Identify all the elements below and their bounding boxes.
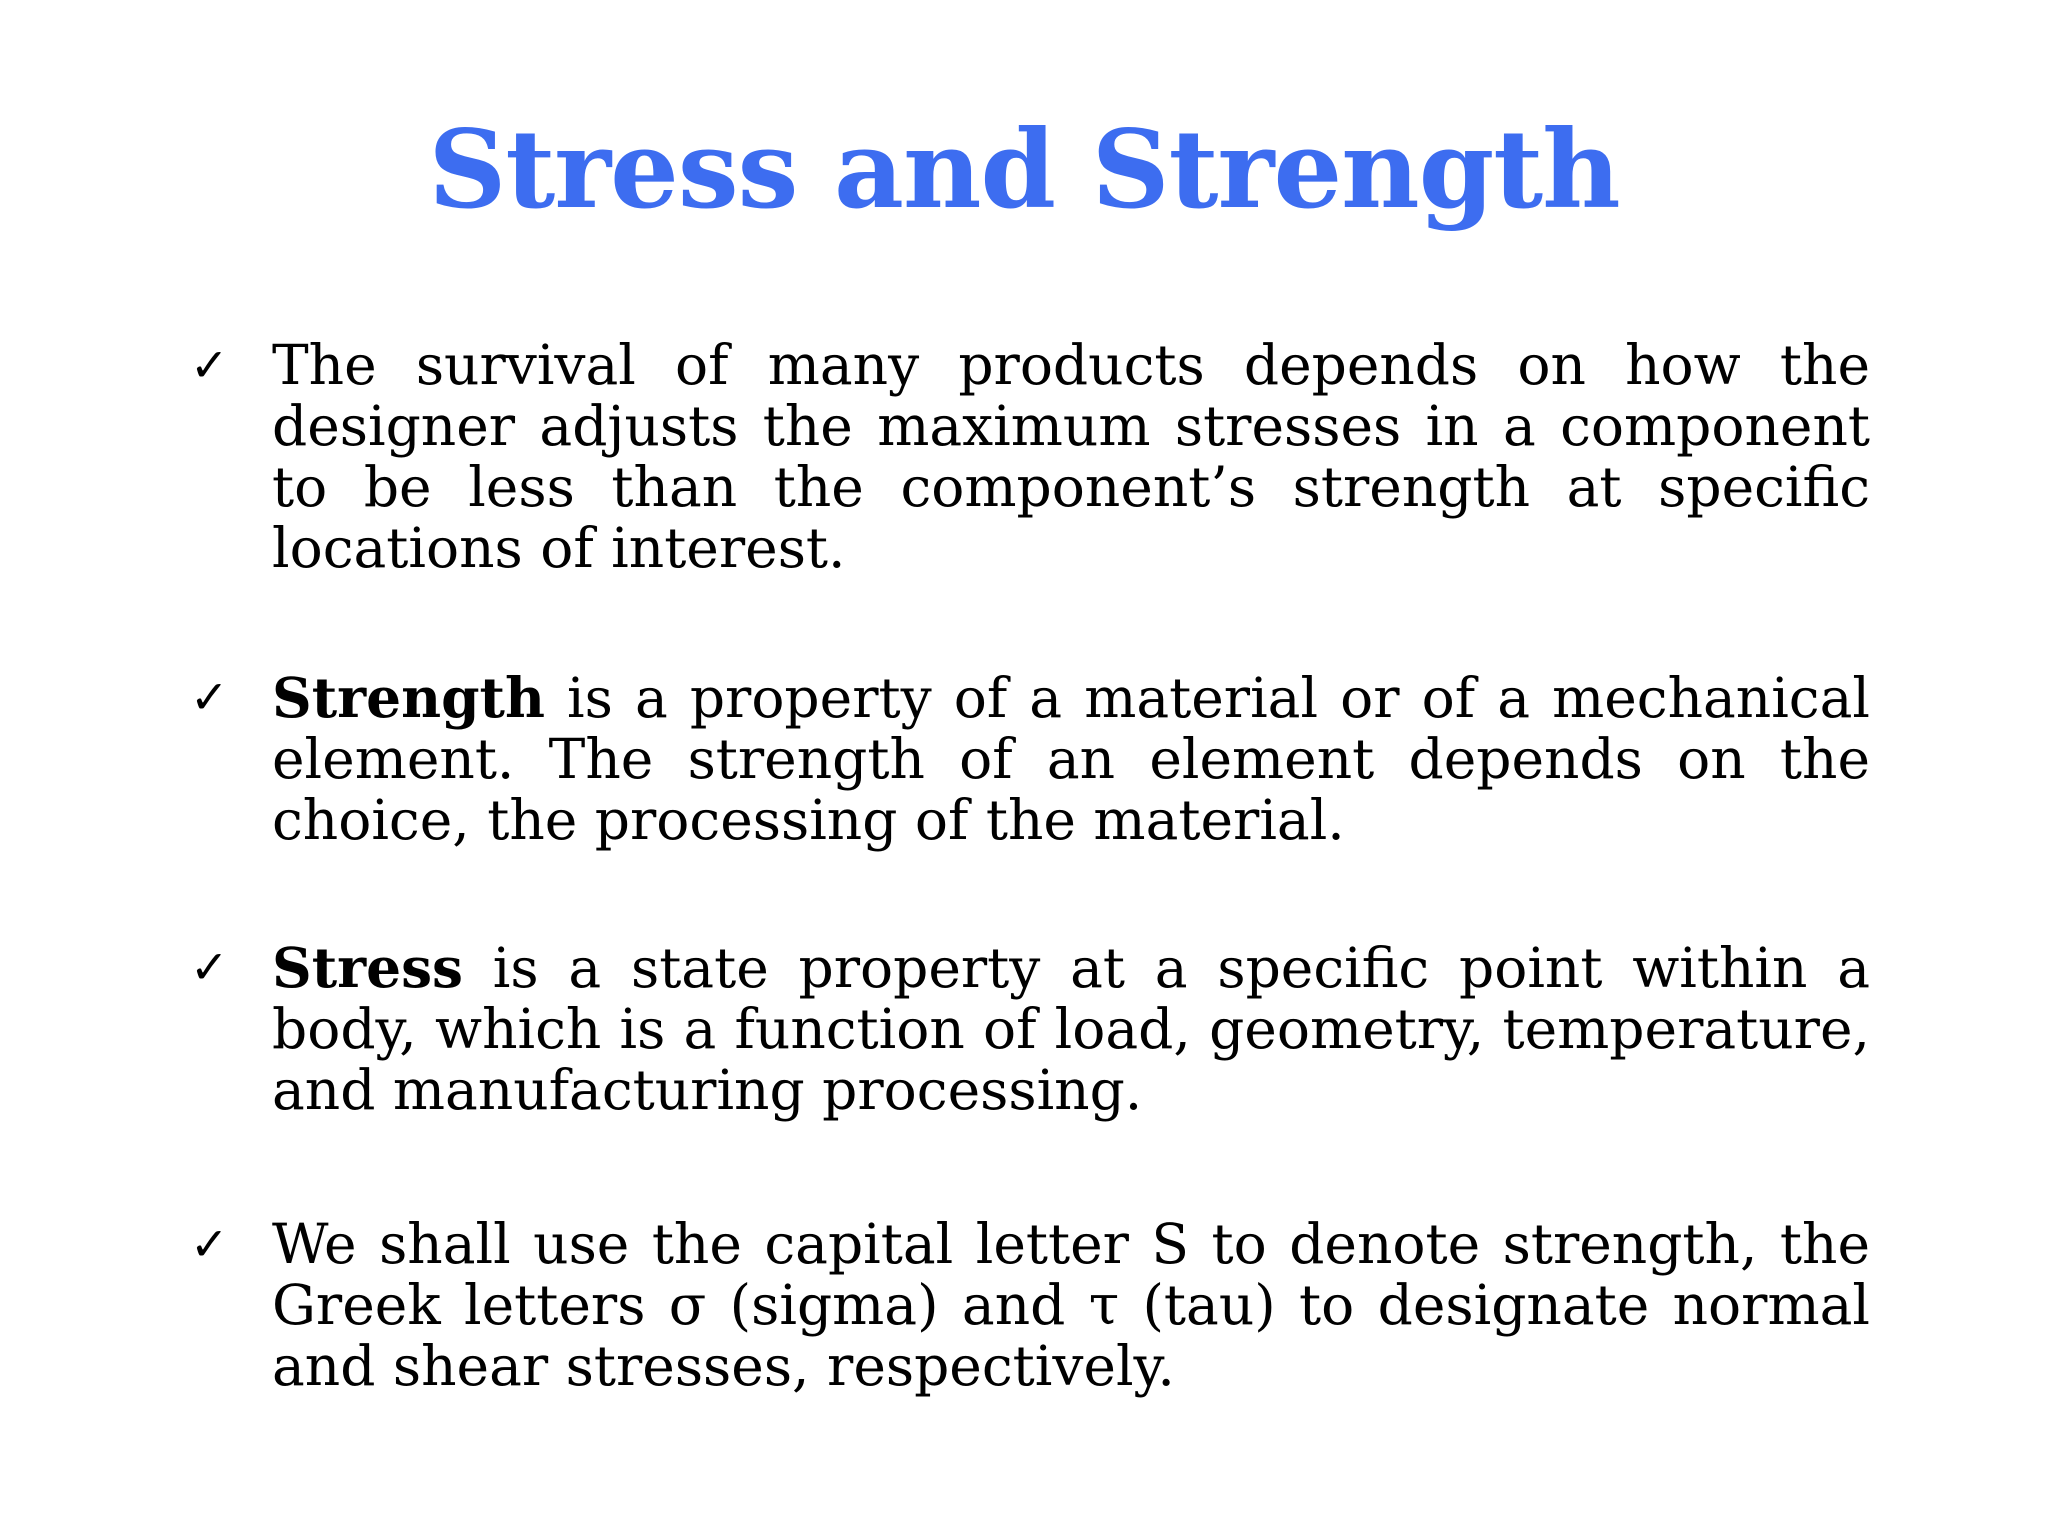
bullet-text: is a state property at a specific point within a body, which is a function of load, geometry, temperature, and manufacturing processing. xyxy=(272,936,1870,1122)
checkmark-icon: ✓ xyxy=(190,670,229,724)
checkmark-icon: ✓ xyxy=(190,1217,229,1271)
bullet-text: The survival of many products depends on how the designer adjusts the maximum stresses in a component to be less than the component’s strength at specific locations of interest. xyxy=(272,333,1870,580)
checkmark-icon: ✓ xyxy=(190,338,229,392)
slide-title: Stress and Strength xyxy=(428,107,1620,233)
bullet-item xyxy=(190,937,1870,1121)
bullet-item xyxy=(190,335,1870,579)
bullet-text: We shall use the capital letter S to denote strength, the Greek letters σ (sigma) and τ (tau) to designate normal and shear stresses, respectively. xyxy=(272,1212,1870,1398)
bullet-list xyxy=(190,335,1878,1397)
bullet-term: Strength xyxy=(272,665,545,730)
bullet-item xyxy=(190,1214,1870,1397)
checkmark-icon: ✓ xyxy=(190,940,229,994)
bullet-item xyxy=(190,667,1870,851)
bullet-text: is a property of a material or of a mechanical element. The strength of an element depends on the choice, the processing of the material. xyxy=(272,666,1870,852)
bullet-term: Stress xyxy=(272,935,464,1000)
